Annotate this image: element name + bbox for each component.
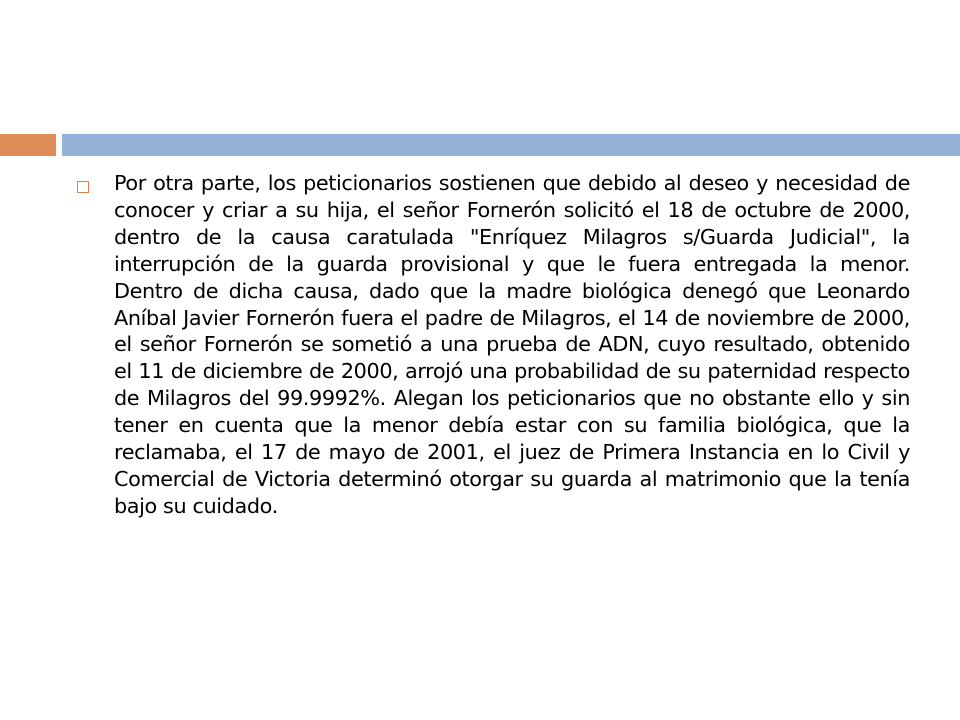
accent-bar-left [0, 134, 56, 156]
hollow-square-bullet-icon [77, 181, 89, 193]
accent-bar-right [62, 134, 960, 156]
bullet-paragraph: Por otra parte, los peticionarios sostienen que debido al deseo y necesidad de conocer y criar a su hija, el señor Fornerón solicitó el 18 de octubre de 2000, dentro de la causa caratulada "Enríquez Milagros s/Guarda Judicial", la interrupción de la guarda provisional y que le fuera entregada la menor. Dentro de dicha causa, dado que la madre biológica denegó que Leonardo Aníbal Javier Fornerón fuera el padre de Milagros, el 14 de noviembre de 2000, el señor Fornerón se sometió a una prueba de ADN, cuyo resultado, obtenido el 11 de diciembre de 2000, arrojó una probabilidad de su paternidad respecto de Milagros del 99.9992%. Alegan los peticionarios que no obstante ello y sin tener en cuenta que la menor debía estar con su familia biológica, que la reclamaba, el 17 de mayo de 2001, el juez de Primera Instancia en lo Civil y Comercial de Victoria determinó otorgar su guarda al matrimonio que la tenía bajo su cuidado. [114, 171, 910, 518]
